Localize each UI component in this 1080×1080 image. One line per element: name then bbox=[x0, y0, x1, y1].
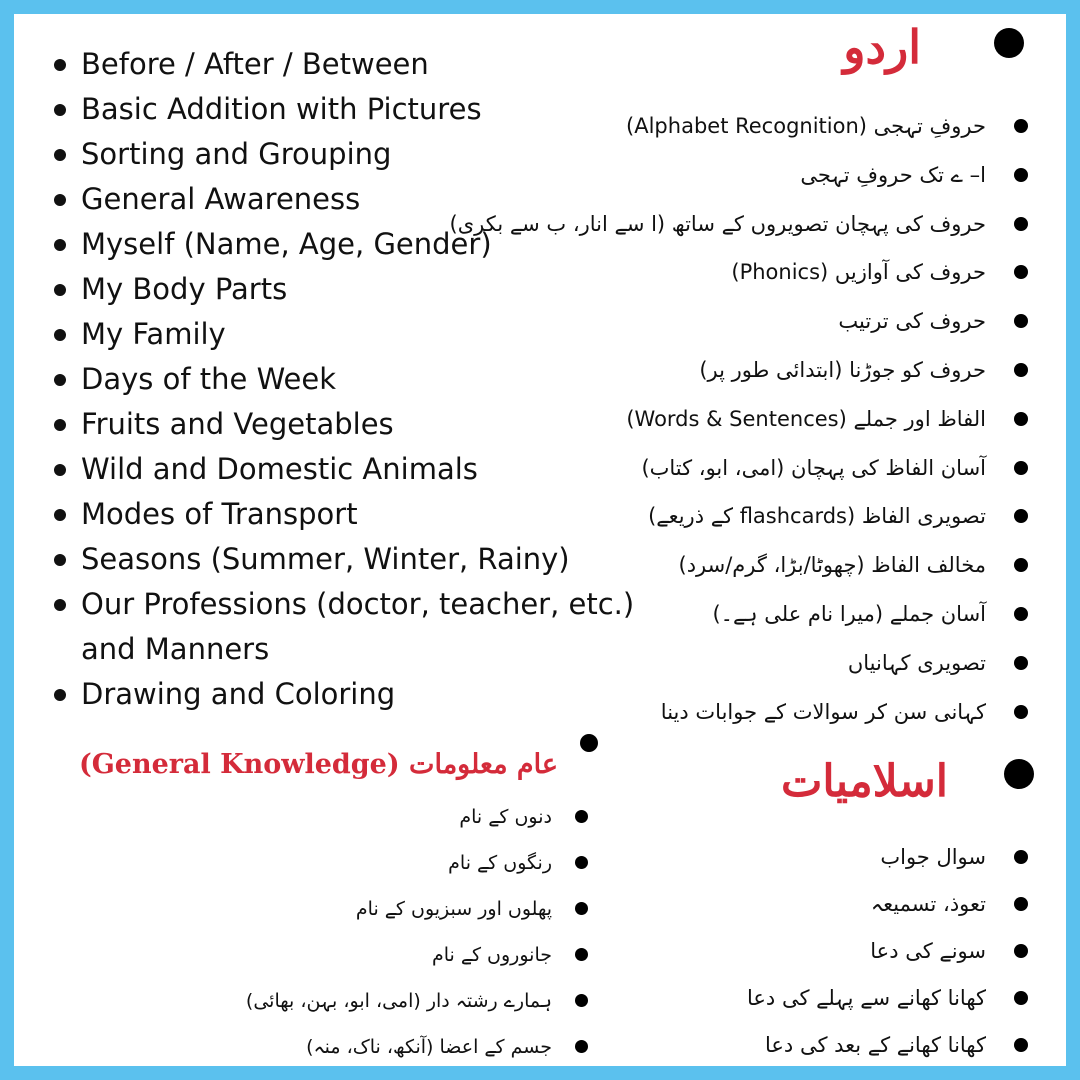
list-item: آسان جملے (میرا نام علی ہے۔) bbox=[450, 590, 1029, 639]
urdu-heading-bullet-icon bbox=[994, 28, 1024, 58]
list-item: ہمارے رشتہ دار (امی، ابو، بہن، بھائی) bbox=[246, 978, 588, 1024]
list-item: Wild and Domestic Animals bbox=[54, 447, 634, 492]
list-item: Modes of Transport bbox=[54, 492, 634, 537]
list-item: جسم کے اعضا (آنکھ، ناک، منہ) bbox=[246, 1024, 588, 1070]
list-item: Seasons (Summer, Winter, Rainy) bbox=[54, 537, 634, 582]
list-item: تعوذ، تسمیعہ bbox=[747, 881, 1028, 928]
list-item: My Family bbox=[54, 312, 634, 357]
list-item: حروف کو جوڑنا (ابتدائی طور پر) bbox=[450, 346, 1029, 395]
list-item: Sorting and Grouping bbox=[54, 132, 634, 177]
list-item-continuation: and Manners bbox=[81, 632, 270, 666]
list-item: General Awareness bbox=[54, 177, 634, 222]
list-item: حروف کی پہچان تصویروں کے ساتھ (ا سے انار، ب سے بکری) bbox=[450, 200, 1029, 249]
list-item: Before / After / Between bbox=[54, 42, 634, 87]
syllabus-card bbox=[14, 14, 1066, 1066]
list-item: ا– ے تک حروفِ تہجی bbox=[450, 151, 1029, 200]
urdu-topic-list bbox=[450, 102, 1029, 736]
list-item: کہانی سن کر سوالات کے جوابات دینا bbox=[450, 688, 1029, 737]
list-item: جانوروں کے نام bbox=[246, 932, 588, 978]
list-item: My Body Parts bbox=[54, 267, 634, 312]
list-item: الفاظ اور جملے (Words & Sentences) bbox=[450, 395, 1029, 444]
list-item: دنوں کے نام bbox=[246, 794, 588, 840]
list-item: حروف کی آوازیں (Phonics) bbox=[450, 248, 1029, 297]
list-item: پھلوں اور سبزیوں کے نام bbox=[246, 886, 588, 932]
islamiyat-heading-bullet-icon bbox=[1004, 759, 1034, 789]
list-item: حروفِ تہجی (Alphabet Recognition) bbox=[450, 102, 1029, 151]
list-item: سونے کی دعا bbox=[747, 928, 1028, 975]
list-item: Fruits and Vegetables bbox=[54, 402, 634, 447]
list-item: سوال جواب bbox=[747, 834, 1028, 881]
list-item: Basic Addition with Pictures bbox=[54, 87, 634, 132]
list-item: Days of the Week bbox=[54, 357, 634, 402]
list-item: رنگوں کے نام bbox=[246, 840, 588, 886]
list-item: تصویری کہانیاں bbox=[450, 639, 1029, 688]
list-item: Drawing and Coloring bbox=[54, 672, 634, 717]
urdu-heading: اردو bbox=[843, 20, 921, 74]
general-knowledge-heading: عام معلومات (General Knowledge) bbox=[78, 749, 558, 780]
gk-heading-bullet-icon bbox=[580, 734, 598, 752]
list-item: تصویری الفاظ (flashcards کے ذریعے) bbox=[450, 492, 1029, 541]
list-item: Myself (Name, Age, Gender) bbox=[54, 222, 634, 267]
list-item: Our Professions (doctor, teacher, etc.) bbox=[54, 582, 634, 627]
list-item: حروف کی ترتیب bbox=[450, 297, 1029, 346]
list-item: مخالف الفاظ (چھوٹا/بڑا، گرم/سرد) bbox=[450, 541, 1029, 590]
general-knowledge-list bbox=[246, 794, 588, 1070]
islamiyat-heading: اسلامیات bbox=[780, 756, 948, 807]
list-item: کھانا کھانے سے پہلے کی دعا bbox=[747, 975, 1028, 1022]
list-item: آسان الفاظ کی پہچان (امی، ابو، کتاب) bbox=[450, 444, 1029, 493]
islamiyat-list bbox=[747, 834, 1028, 1069]
list-item: کھانا کھانے کے بعد کی دعا bbox=[747, 1022, 1028, 1069]
